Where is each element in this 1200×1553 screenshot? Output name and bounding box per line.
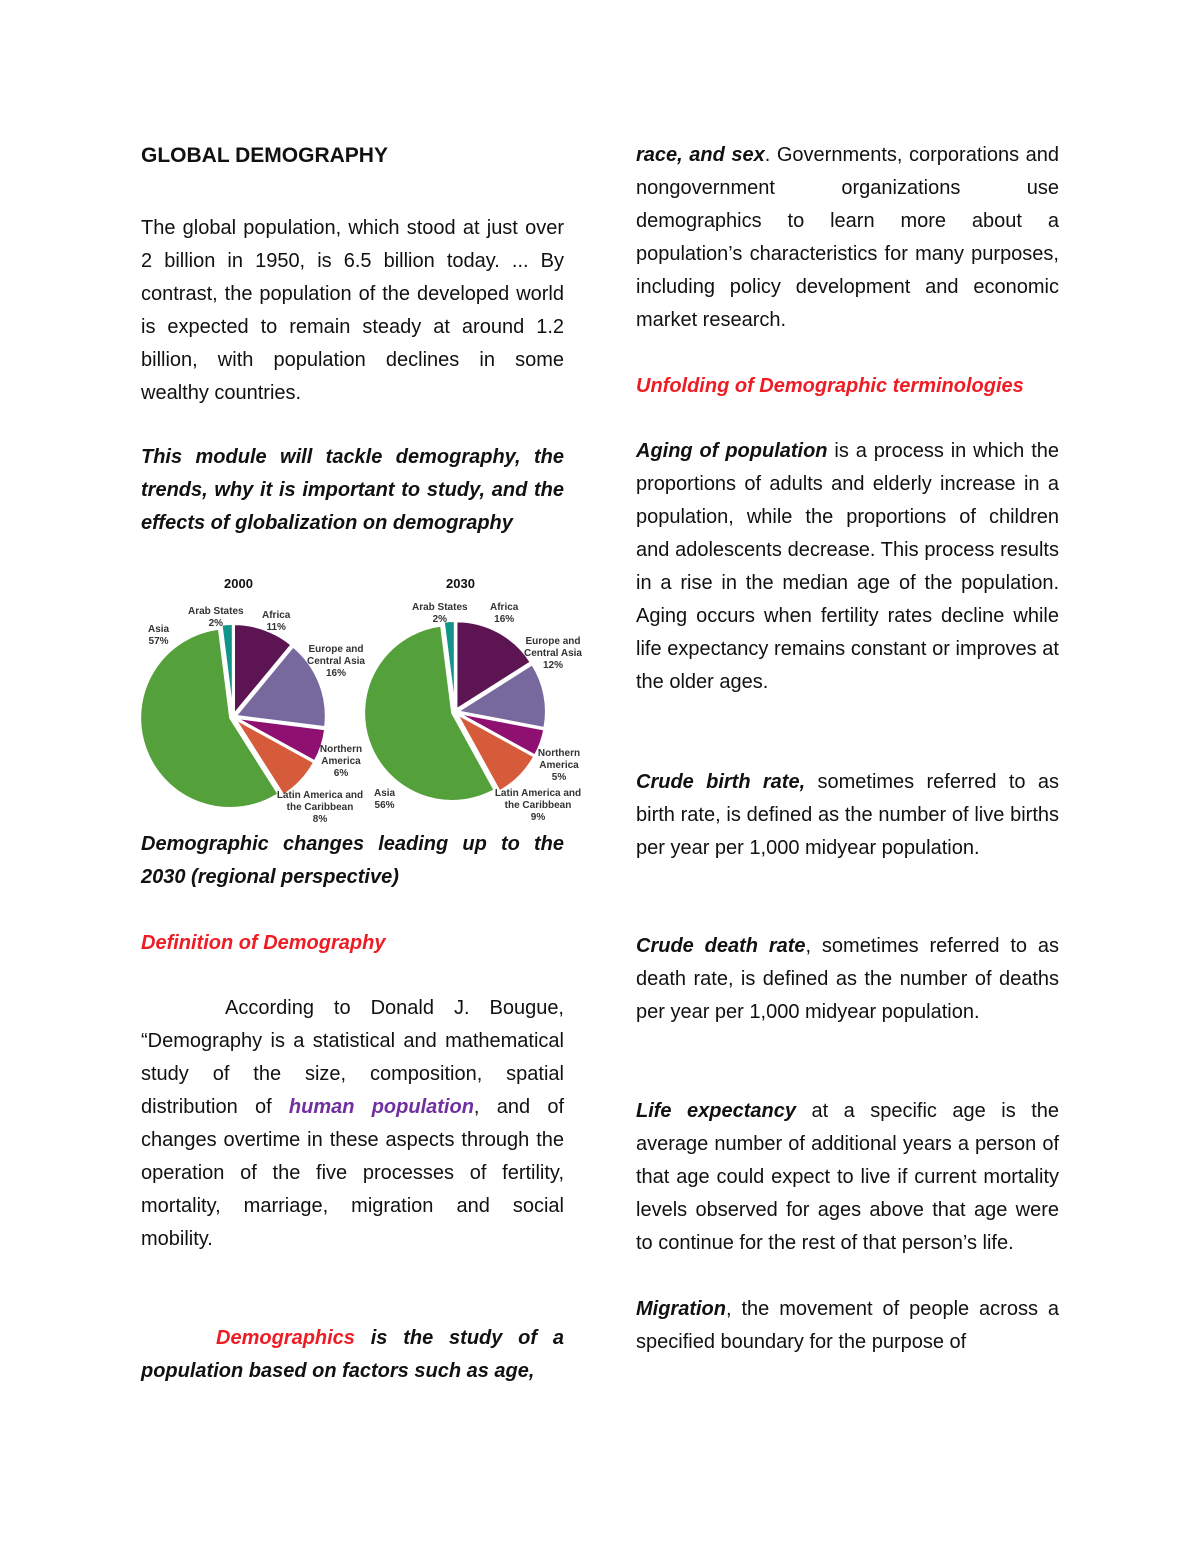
- label-2030-africa: Africa 16%: [490, 602, 519, 625]
- page-title: GLOBAL DEMOGRAPHY: [141, 144, 388, 167]
- label-2030-europe: Europe and Central Asia 12%: [524, 636, 582, 671]
- label-2030-asia: Asia 56%: [374, 788, 396, 811]
- term-life-expectancy: Life expectancy at a specific age is the average number of additional years a person of that age could expect to live if current mortality levels observed for ages above that age were to continue for the rest of that person’s life.: [636, 1100, 1059, 1254]
- chart-title-2000: 2000: [224, 576, 253, 591]
- demographics-definition: Demographics is the study of a population based on factors such as age,: [141, 1327, 564, 1382]
- label-2030-arab: Arab States 2%: [412, 602, 468, 625]
- term-aging: Aging of population is a process in which the proportions of adults and elderly increase in a population, while the proportions of children and adolescents decrease. This process results in a rise in the median age of the population. Aging occurs when fertility rates decline while life expectancy remains constant or improves at the older ages.: [636, 440, 1060, 693]
- intro-paragraph: The global population, which stood at just over 2 billion in 1950, is 6.5 billion today. ... By contrast, the population of the developed world is expected to remain steady at around 1.2 billion, with population declines in some wealthy countries.: [141, 217, 564, 404]
- chart-caption: Demographic changes leading up to the 2030 (regional perspective): [141, 833, 564, 888]
- term-migration: Migration, the movement of people across a specified boundary for the purpose of: [636, 1298, 1059, 1353]
- label-2000-africa: Africa 11%: [262, 610, 291, 633]
- bougue-definition: According to Donald J. Bougue, “Demography is a statistical and mathematical study of the size, composition, spatial distribution of human population, and of changes overtime in these aspects through the operation of the five processes of fertility, mortality, marriage, migration and social mobility.: [141, 997, 565, 1250]
- label-2030-latam: Latin America and the Caribbean 9%: [494, 788, 582, 823]
- terminologies-heading: Unfolding of Demographic terminologies: [636, 375, 1024, 397]
- label-2000-arab: Arab States 2%: [188, 606, 244, 629]
- label-2000-asia: Asia 57%: [148, 624, 170, 647]
- demographics-term: Demographics: [216, 1327, 355, 1349]
- definition-heading: Definition of Demography: [141, 932, 386, 954]
- human-population-term: human population: [288, 1096, 474, 1118]
- label-2000-namerica: Northern America 6%: [319, 744, 363, 779]
- population-pie-charts: [140, 570, 590, 830]
- term-crude-birth-rate: Crude birth rate, sometimes referred to as birth rate, is defined as the number of live births per year per 1,000 midyear population.: [636, 771, 1060, 859]
- chart-title-2030: 2030: [446, 576, 475, 591]
- label-2000-latam: Latin America and the Caribbean 8%: [276, 790, 364, 825]
- label-2030-namerica: Northern America 5%: [537, 748, 581, 783]
- label-2000-europe: Europe and Central Asia 16%: [307, 644, 365, 679]
- term-crude-death-rate: Crude death rate, sometimes referred to as death rate, is defined as the number of deaths per year per 1,000 midyear population.: [636, 935, 1059, 1023]
- module-note: This module will tackle demography, the trends, why it is important to study, and the effects of globalization on demography: [141, 446, 564, 534]
- demographics-continued: race, and sex. Governments, corporations and nongovernment organizations use demographics to learn more about a population’s characteristics for many purposes, including policy development and economic market research.: [636, 144, 1060, 331]
